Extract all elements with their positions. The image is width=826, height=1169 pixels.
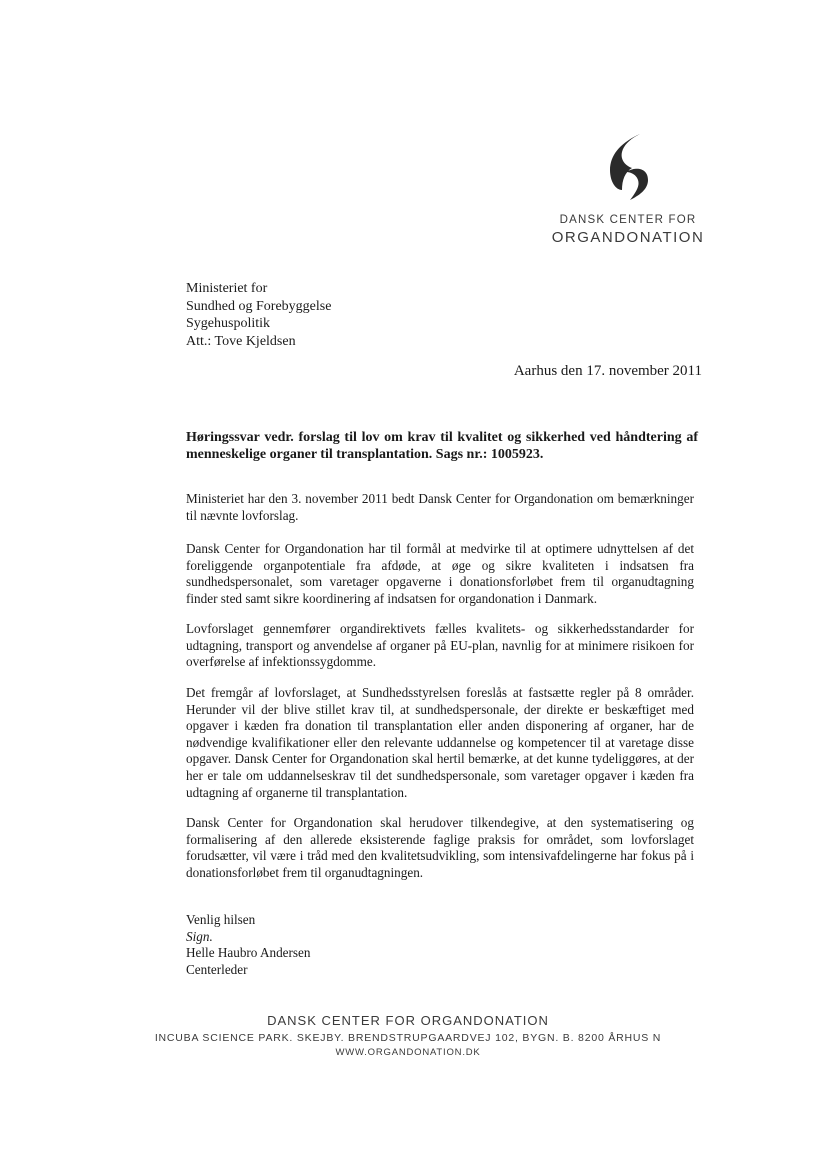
signature-block: [186, 912, 311, 978]
letter-date: Aarhus den 17. november 2011: [513, 363, 702, 379]
letter-subject: Høringssvar vedr. forslag til lov om krav til kvalitet og sikkerhed ved håndtering af menneskelige organer til transplantation. Sags nr.: 1005923.: [186, 430, 698, 462]
body-paragraph: Det fremgår af lovforslaget, at Sundhedsstyrelsen foreslås at fastsætte regler på 8 områder. Herunder vil der blive stillet krav til, at sundhedspersonale, der direkte er beskæftiget med opgaver i kæden fra donation til transplantation eller anden disponering af organer, har de nødvendige kvalifikationer eller den relevante uddannelse og kompetencer til at varetage disse opgaver. Dansk Center for Organdonation skal hertil bemærke, at det kunne tydeliggøres, at der her er tale om uddannelseskrav til det sundhedspersonale, som varetager opgaver i kæden fra udtagning af organerne til transplantation.: [186, 685, 694, 800]
logo-line-2: ORGANDONATION: [551, 229, 705, 246]
organization-logo: [548, 132, 708, 252]
body-paragraph: Lovforslaget gennemfører organdirektivets fælles kvalitets- og sikkerhedsstandarder for udtagning, transport og anvendelse af organer på EU-plan, navnlig for at minimere risikoen for overførelse af infektionssygdomme.: [186, 621, 694, 670]
signer-title: Centerleder: [186, 961, 248, 977]
recipient-line: Ministeriet for: [186, 281, 268, 296]
organ-donation-logo-icon: [592, 132, 662, 200]
signer-name: Helle Haubro Andersen: [186, 945, 311, 961]
body-paragraph: Ministeriet har den 3. november 2011 bedt Dansk Center for Organdonation om bemærkninger til nævnte lovforslag.: [186, 491, 694, 523]
letterhead-footer: [100, 1012, 716, 1060]
recipient-line: Sygehuspolitik: [186, 316, 271, 331]
signature-mark: Sign.: [186, 928, 213, 944]
footer-org-name: DANSK CENTER FOR ORGANDONATION: [267, 1013, 549, 1028]
body-paragraph: Dansk Center for Organdonation skal herudover tilkendegive, at den systematisering og formalisering af den allerede eksisterende faglige praksis for området, som lovforslaget forudsætter, vil være i tråd med den kvalitetsudvikling, som intensivafdelingerne har fokus på i donationsforløbet frem til organudtagningen.: [186, 815, 694, 880]
recipient-address: [186, 280, 331, 350]
footer-address: INCUBA SCIENCE PARK. SKEJBY. BRENDSTRUPGAARDVEJ 102, BYGN. B. 8200 ÅRHUS N: [154, 1032, 662, 1044]
closing-greeting: Venlig hilsen: [186, 912, 256, 927]
footer-website: WWW.ORGANDONATION.DK: [335, 1047, 481, 1058]
logo-line-1: DANSK CENTER FOR: [559, 214, 697, 226]
recipient-line: Att.: Tove Kjeldsen: [186, 333, 296, 349]
recipient-line: Sundhed og Forebyggelse: [186, 298, 332, 314]
body-paragraph: Dansk Center for Organdonation har til formål at medvirke til at optimere udnyttelsen af det foreliggende organpotentiale fra afdøde, at øge og sikre kvaliteten i indsatsen fra sundhedspersonalet, som varetager opgaverne i donationsforløbet frem til organudtagning finder sted samt sikre koordinering af indsatsen for organdonation i Danmark.: [186, 541, 694, 606]
